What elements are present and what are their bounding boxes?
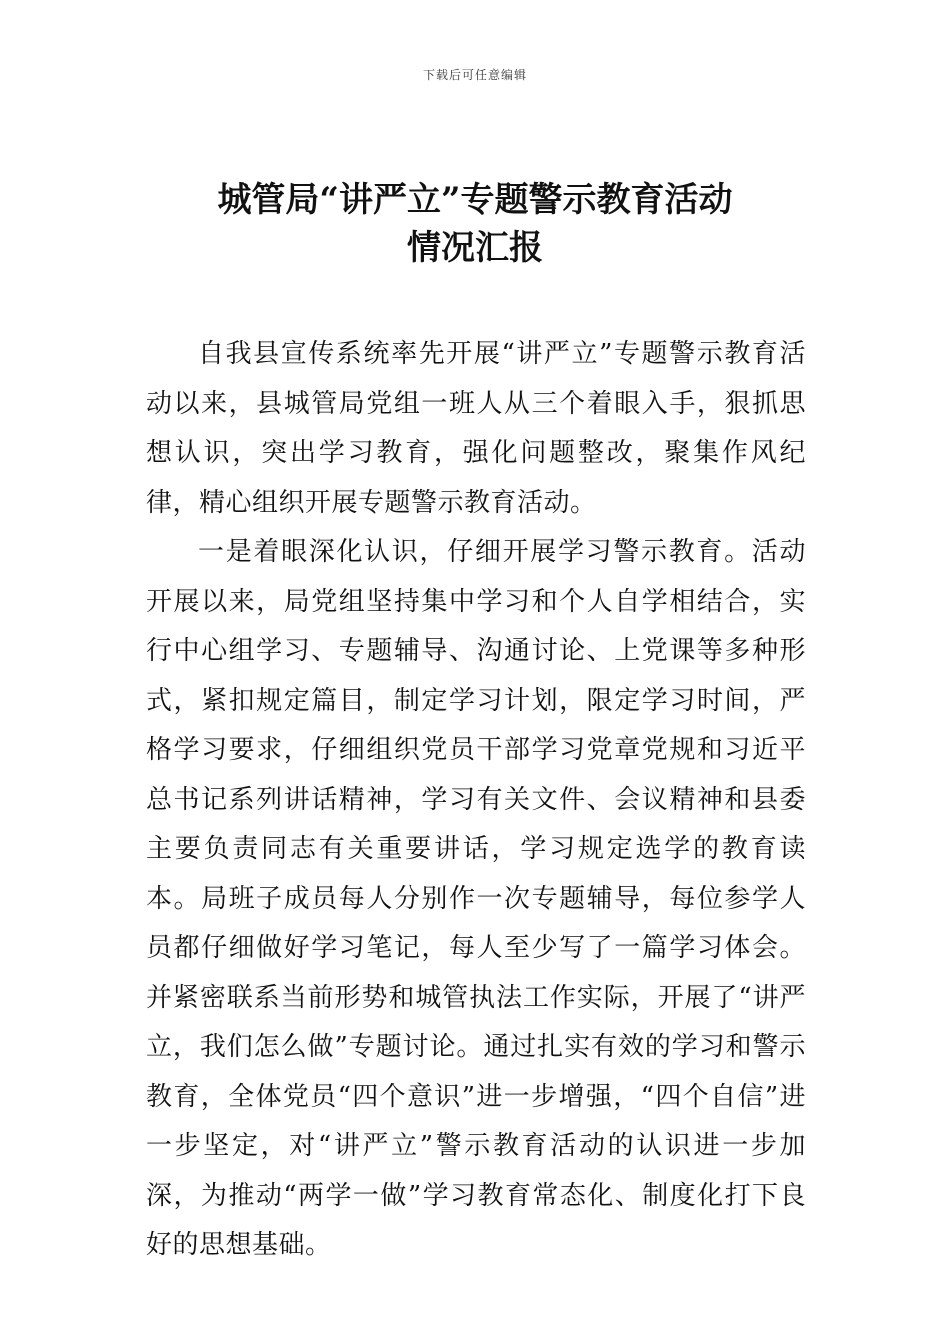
document-title: [0, 176, 950, 272]
header-note: 下载后可任意编辑: [422, 68, 527, 82]
title-line-1: 城管局“讲严立”专题警示教育活动: [217, 180, 733, 220]
paragraph-section-one: 一是着眼深化认识，仔细开展学习警示教育。活动开展以来，局党组坚持集中学习和个人自学相结合，实行中心组学习、专题辅导、沟通讨论、上党课等多种形式，紧扣规定篇目，制定学习计划，限定学习时间，严格学习要求，仔细组织党员干部学习党章党规和习近平总书记系列讲话精神，学习有关文件、会议精神和县委主要负责同志有关重要讲话，学习规定选学的教育读本。局班子成员每人分别作一次专题辅导，每位参学人员都仔细做好学习笔记，每人至少写了一篇学习体会。并紧密联系当前形势和城管执法工作实际，开展了“讲严立，我们怎么做”专题讨论。通过扎实有效的学习和警示教育，全体党员“四个意识”进一步增强，“四个自信”进一步坚定，对“讲严立”警示教育活动的认识进一步加深，为推动“两学一做”学习教育常态化、制度化打下良好的思想基础。: [146, 537, 806, 1260]
document-body: [146, 330, 806, 1271]
title-line-2: 情况汇报: [407, 228, 543, 268]
paragraph-intro: 自我县宣传系统率先开展“讲严立”专题警示教育活动以来，县城管局党组一班人从三个着眼入手，狠抓思想认识，突出学习教育，强化问题整改，聚集作风纪律，精心组织开展专题警示教育活动。: [146, 339, 806, 518]
